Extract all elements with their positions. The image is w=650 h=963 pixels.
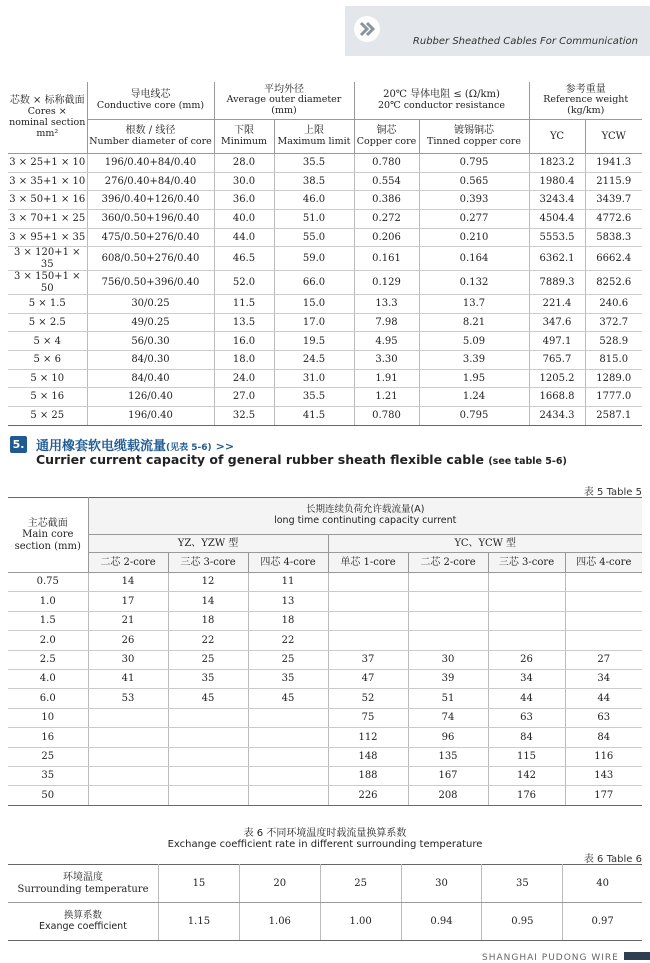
table-cell xyxy=(248,786,328,805)
table-cell: 765.7 xyxy=(529,351,585,370)
table-cell: 32.5 xyxy=(214,407,274,426)
table-cell: 53 xyxy=(88,689,168,708)
table-cell: 84/0.30 xyxy=(87,351,214,370)
table-row xyxy=(8,728,642,747)
table-cell: 148 xyxy=(328,747,408,766)
current-capacity-rows xyxy=(8,573,642,806)
table-row xyxy=(8,689,642,708)
table-cell: 51 xyxy=(408,689,488,708)
table-cell: 30.0 xyxy=(214,172,274,191)
table-cell: 84/0.40 xyxy=(87,369,214,388)
table-cell: 16.0 xyxy=(214,332,274,351)
table-row xyxy=(8,154,642,173)
table-cell: 51.0 xyxy=(274,209,354,228)
header-minimum: 下限 Minimum xyxy=(214,120,274,154)
table-cell: 18 xyxy=(168,611,248,630)
table-cell: 39 xyxy=(408,669,488,688)
table-cell: 25 xyxy=(168,650,248,669)
table-cell: 1.0 xyxy=(8,592,88,611)
temperature-coefficient-table xyxy=(8,864,642,941)
table-cell: 41 xyxy=(88,669,168,688)
table-cell: 1.24 xyxy=(419,388,529,407)
table-cell xyxy=(88,708,168,727)
table-cell: 3 × 35+1 × 10 xyxy=(8,172,87,191)
table-row xyxy=(8,708,642,727)
table-cell: 5.09 xyxy=(419,332,529,351)
table-row xyxy=(8,209,642,228)
table-cell: 30/0.25 xyxy=(87,295,214,314)
table-row xyxy=(8,369,642,388)
table-cell: 34 xyxy=(488,669,565,688)
table-cell: 8.21 xyxy=(419,313,529,332)
table-row xyxy=(8,332,642,351)
table-cell: 756/0.50+396/0.40 xyxy=(87,271,214,295)
table-cell: 3.30 xyxy=(354,351,419,370)
table-cell: 528.9 xyxy=(585,332,642,351)
table-cell: 0.164 xyxy=(419,247,529,271)
table-cell: 52.0 xyxy=(214,271,274,295)
table-cell: 1941.3 xyxy=(585,154,642,173)
header-yc: YC xyxy=(529,120,585,154)
table-cell: 13.5 xyxy=(214,313,274,332)
table-cell xyxy=(565,611,642,630)
table-cell: 176 xyxy=(488,786,565,805)
table-cell: 14 xyxy=(88,573,168,592)
table-cell xyxy=(88,766,168,785)
table-cell: 126/0.40 xyxy=(87,388,214,407)
table-cell: 24.5 xyxy=(274,351,354,370)
table-row xyxy=(8,351,642,370)
table-cell: 135 xyxy=(408,747,488,766)
table-cell: 4772.6 xyxy=(585,209,642,228)
table-cell: 5553.5 xyxy=(529,228,585,247)
table-cell: 45 xyxy=(168,689,248,708)
table-cell: 10 xyxy=(8,708,88,727)
table-cell: 0.780 xyxy=(354,407,419,426)
table-cell: 35 xyxy=(168,669,248,688)
table-cell xyxy=(168,708,248,727)
table-cell: 8252.6 xyxy=(585,271,642,295)
table-cell: 116 xyxy=(565,747,642,766)
table-cell: 35.5 xyxy=(274,388,354,407)
table-cell xyxy=(248,747,328,766)
table-cell: 497.1 xyxy=(529,332,585,351)
section-number-badge: 5. xyxy=(10,436,27,453)
table-cell: 5 × 2.5 xyxy=(8,313,87,332)
table-cell xyxy=(88,747,168,766)
temperature-cell: 40 xyxy=(563,865,642,903)
table-cell: 1205.2 xyxy=(529,369,585,388)
table-cell: 27 xyxy=(565,650,642,669)
table-cell: 1.91 xyxy=(354,369,419,388)
table-cell: 221.4 xyxy=(529,295,585,314)
table-cell: 17.0 xyxy=(274,313,354,332)
header-yz-4core: 四芯 4-core xyxy=(248,553,328,573)
table-cell: 208 xyxy=(408,786,488,805)
table-cell xyxy=(328,573,408,592)
coefficient-cell: 0.94 xyxy=(401,903,482,941)
table-cell: 4.95 xyxy=(354,332,419,351)
table-cell: 188 xyxy=(328,766,408,785)
table-cell: 44 xyxy=(565,689,642,708)
table-cell: 3 × 50+1 × 16 xyxy=(8,191,87,210)
table-cell: 3 × 25+1 × 10 xyxy=(8,154,87,173)
table-cell: 18.0 xyxy=(214,351,274,370)
table-cell: 84 xyxy=(488,728,565,747)
table-cell: 45 xyxy=(248,689,328,708)
table-cell xyxy=(168,747,248,766)
table-cell: 52 xyxy=(328,689,408,708)
table-cell: 3 × 120+1 × 35 xyxy=(8,247,87,271)
table-row xyxy=(8,247,642,271)
table-cell: 25 xyxy=(248,650,328,669)
table-cell xyxy=(88,786,168,805)
table-cell: 13.7 xyxy=(419,295,529,314)
coefficient-cell: 0.95 xyxy=(482,903,563,941)
table-cell: 1668.8 xyxy=(529,388,585,407)
table-cell: 3 × 95+1 × 35 xyxy=(8,228,87,247)
table-cell xyxy=(328,592,408,611)
table-cell: 0.206 xyxy=(354,228,419,247)
table-cell: 360/0.50+196/0.40 xyxy=(87,209,214,228)
table-cell: 34 xyxy=(565,669,642,688)
header-yc-1core: 单芯 1-core xyxy=(328,553,408,573)
table-cell: 196/0.40 xyxy=(87,407,214,426)
table-cell: 2587.1 xyxy=(585,407,642,426)
coefficient-cell: 1.06 xyxy=(239,903,320,941)
table-cell: 11 xyxy=(248,573,328,592)
table-cell: 75 xyxy=(328,708,408,727)
table-cell: 21 xyxy=(88,611,168,630)
table-cell: 177 xyxy=(565,786,642,805)
cable-specification-rows xyxy=(8,154,642,426)
temperature-cell: 15 xyxy=(159,865,240,903)
table-cell: 96 xyxy=(408,728,488,747)
table-cell: 26 xyxy=(488,650,565,669)
table-cell: 35 xyxy=(248,669,328,688)
table6-label: 表 6 Table 6 xyxy=(583,854,642,865)
coefficient-row xyxy=(8,903,642,941)
table-cell: 2115.9 xyxy=(585,172,642,191)
table-row xyxy=(8,191,642,210)
header-yc-2core: 二芯 2-core xyxy=(408,553,488,573)
section-title-cn: 通用橡套软电缆载流量(见表 5-6) >> xyxy=(36,439,235,454)
table-cell: 226 xyxy=(328,786,408,805)
table-cell: 63 xyxy=(488,708,565,727)
table-cell: 7.98 xyxy=(354,313,419,332)
table-cell: 11.5 xyxy=(214,295,274,314)
table-row xyxy=(8,592,642,611)
table-cell xyxy=(408,631,488,650)
table-cell: 66.0 xyxy=(274,271,354,295)
table-cell: 5 × 6 xyxy=(8,351,87,370)
table-cell: 6.0 xyxy=(8,689,88,708)
table-row xyxy=(8,388,642,407)
table-cell: 37 xyxy=(328,650,408,669)
table-cell: 49/0.25 xyxy=(87,313,214,332)
table-cell: 396/0.40+126/0.40 xyxy=(87,191,214,210)
header-yc-3core: 三芯 3-core xyxy=(488,553,565,573)
table-cell: 3 × 70+1 × 25 xyxy=(8,209,87,228)
table-cell: 46.5 xyxy=(214,247,274,271)
header-tinned-copper-core: 镀锡铜芯 Tinned copper core xyxy=(419,120,529,154)
table-cell: 30 xyxy=(408,650,488,669)
table-cell: 5 × 4 xyxy=(8,332,87,351)
table-cell: 7889.3 xyxy=(529,271,585,295)
header-conductor-resistance: 20℃ 导体电阻 ≤ (Ω/km) 20℃ conductor resistance xyxy=(354,82,529,120)
coefficient-cell: 0.97 xyxy=(563,903,642,941)
table-row xyxy=(8,786,642,805)
table-cell xyxy=(248,766,328,785)
table-row xyxy=(8,766,642,785)
table-cell xyxy=(248,728,328,747)
table-cell: 0.565 xyxy=(419,172,529,191)
temperature-label: 环境温度 Surrounding temperature xyxy=(8,865,159,903)
table-cell: 0.75 xyxy=(8,573,88,592)
footer-page-block xyxy=(624,952,650,960)
table-cell: 1.21 xyxy=(354,388,419,407)
table-cell: 30 xyxy=(88,650,168,669)
table6-caption-en: Exchange coefficient rate in different surrounding temperature xyxy=(167,839,483,850)
table-cell: 5 × 10 xyxy=(8,369,87,388)
table-cell: 0.277 xyxy=(419,209,529,228)
header-conductive-core: 导电线芯 Conductive core (mm) xyxy=(87,82,214,120)
table-row xyxy=(8,747,642,766)
table-cell: 142 xyxy=(488,766,565,785)
temperature-cell: 30 xyxy=(401,865,482,903)
table-cell: 5838.3 xyxy=(585,228,642,247)
header-reference-weight: 参考重量 Reference weight (kg/km) xyxy=(529,82,642,120)
table-cell: 1.5 xyxy=(8,611,88,630)
header-ycw: YCW xyxy=(585,120,642,154)
table-cell: 55.0 xyxy=(274,228,354,247)
table-cell: 28.0 xyxy=(214,154,274,173)
header-yz-2core: 二芯 2-core xyxy=(88,553,168,573)
table-cell xyxy=(408,592,488,611)
temperature-cell: 35 xyxy=(482,865,563,903)
table-cell: 63 xyxy=(565,708,642,727)
table-row xyxy=(8,295,642,314)
table-cell: 1777.0 xyxy=(585,388,642,407)
table-cell: 608/0.50+276/0.40 xyxy=(87,247,214,271)
header-outer-diameter: 平均外径 Average outer diameter (mm) xyxy=(214,82,354,120)
table-cell: 31.0 xyxy=(274,369,354,388)
table-cell xyxy=(328,631,408,650)
coefficient-cell: 1.00 xyxy=(320,903,401,941)
cable-specification-table xyxy=(8,82,642,426)
section-title-en: Currier current capacity of general rubber sheath flexible cable (see table 5-6) xyxy=(36,452,567,467)
table-row xyxy=(8,573,642,592)
table-cell: 5 × 1.5 xyxy=(8,295,87,314)
table-cell: 74 xyxy=(408,708,488,727)
table-cell: 44 xyxy=(488,689,565,708)
table-cell xyxy=(565,592,642,611)
table-cell: 3.39 xyxy=(419,351,529,370)
table-cell: 240.6 xyxy=(585,295,642,314)
coefficient-label: 换算系数 Exange coefficient xyxy=(8,903,159,941)
table-cell xyxy=(168,766,248,785)
double-chevron-right-icon xyxy=(352,14,382,44)
table-cell: 115 xyxy=(488,747,565,766)
table-cell xyxy=(488,611,565,630)
table-cell: 22 xyxy=(168,631,248,650)
table-cell: 56/0.30 xyxy=(87,332,214,351)
table-cell: 84 xyxy=(565,728,642,747)
table-cell xyxy=(328,611,408,630)
table-row xyxy=(8,313,642,332)
table-cell: 347.6 xyxy=(529,313,585,332)
table-cell: 0.795 xyxy=(419,154,529,173)
temperature-cell: 25 xyxy=(320,865,401,903)
table-row xyxy=(8,631,642,650)
table-cell xyxy=(408,611,488,630)
header-yc-group: YC、YCW 型 xyxy=(328,535,642,553)
header-cores-section: 芯数 × 标称截面 Cores × nominal section mm² xyxy=(8,82,87,154)
table-cell: 41.5 xyxy=(274,407,354,426)
table-row xyxy=(8,650,642,669)
table-cell: 19.5 xyxy=(274,332,354,351)
table-cell: 0.272 xyxy=(354,209,419,228)
table-cell: 35 xyxy=(8,766,88,785)
table-cell: 2.5 xyxy=(8,650,88,669)
table-cell: 276/0.40+84/0.40 xyxy=(87,172,214,191)
table-cell: 59.0 xyxy=(274,247,354,271)
table-cell: 50 xyxy=(8,786,88,805)
table-cell: 15.0 xyxy=(274,295,354,314)
table-cell xyxy=(168,786,248,805)
table-cell: 35.5 xyxy=(274,154,354,173)
table-cell: 1289.0 xyxy=(585,369,642,388)
header-copper-core: 铜芯 Copper core xyxy=(354,120,419,154)
table-row xyxy=(8,611,642,630)
table-cell: 26 xyxy=(88,631,168,650)
table-cell: 16 xyxy=(8,728,88,747)
table-cell: 815.0 xyxy=(585,351,642,370)
table-cell: 22 xyxy=(248,631,328,650)
table-cell: 4504.4 xyxy=(529,209,585,228)
table-cell: 47 xyxy=(328,669,408,688)
header-main-core-section: 主芯截面 Main core section (mm) xyxy=(8,498,88,573)
table-cell: 3 × 150+1 × 50 xyxy=(8,271,87,295)
header-long-time-capacity: 长期连续负荷允许载流量(A) long time continuting capacity current xyxy=(88,498,642,535)
table-cell xyxy=(488,573,565,592)
table-cell: 38.5 xyxy=(274,172,354,191)
table-cell: 36.0 xyxy=(214,191,274,210)
table-cell: 167 xyxy=(408,766,488,785)
header-band xyxy=(345,6,650,56)
table-cell: 6362.1 xyxy=(529,247,585,271)
table-cell: 196/0.40+84/0.40 xyxy=(87,154,214,173)
table-cell: 0.161 xyxy=(354,247,419,271)
table-cell: 13.3 xyxy=(354,295,419,314)
table-row xyxy=(8,407,642,426)
table-cell: 46.0 xyxy=(274,191,354,210)
header-yz-3core: 三芯 3-core xyxy=(168,553,248,573)
table-cell: 25 xyxy=(8,747,88,766)
page-header-title: Rubber Sheathed Cables For Communication xyxy=(412,36,638,47)
table5-label: 表 5 Table 5 xyxy=(583,487,642,498)
table-cell: 1823.2 xyxy=(529,154,585,173)
table-cell: 0.129 xyxy=(354,271,419,295)
table-cell: 14 xyxy=(168,592,248,611)
table-cell: 0.554 xyxy=(354,172,419,191)
table-cell: 2.0 xyxy=(8,631,88,650)
table-cell xyxy=(168,728,248,747)
table-cell: 0.386 xyxy=(354,191,419,210)
table-cell: 0.393 xyxy=(419,191,529,210)
table-cell: 4.0 xyxy=(8,669,88,688)
table-cell: 44.0 xyxy=(214,228,274,247)
footer-brand: SHANGHAI PUDONG WIRE xyxy=(482,953,619,963)
table-cell xyxy=(88,728,168,747)
header-yc-4core: 四芯 4-core xyxy=(565,553,642,573)
table-row xyxy=(8,172,642,191)
table-cell: 5 × 16 xyxy=(8,388,87,407)
table-cell xyxy=(488,631,565,650)
table-cell xyxy=(248,708,328,727)
table6-caption-cn: 表 6 不同环境温度时载流量换算系数 xyxy=(243,828,407,839)
table-cell: 112 xyxy=(328,728,408,747)
table-cell: 18 xyxy=(248,611,328,630)
coefficient-cell: 1.15 xyxy=(159,903,240,941)
table-cell: 24.0 xyxy=(214,369,274,388)
table-cell: 1.95 xyxy=(419,369,529,388)
table-cell xyxy=(488,592,565,611)
table-cell: 27.0 xyxy=(214,388,274,407)
table-cell: 12 xyxy=(168,573,248,592)
table-cell: 0.795 xyxy=(419,407,529,426)
table-cell: 3439.7 xyxy=(585,191,642,210)
table-row xyxy=(8,271,642,295)
temperature-row xyxy=(8,865,642,903)
table-cell: 0.132 xyxy=(419,271,529,295)
table-cell: 0.210 xyxy=(419,228,529,247)
table-cell: 6662.4 xyxy=(585,247,642,271)
table-cell: 17 xyxy=(88,592,168,611)
table-cell: 5 × 25 xyxy=(8,407,87,426)
table-cell: 475/0.50+276/0.40 xyxy=(87,228,214,247)
table-cell xyxy=(565,631,642,650)
current-capacity-table xyxy=(8,497,642,806)
temperature-cell: 20 xyxy=(239,865,320,903)
table-cell: 3243.4 xyxy=(529,191,585,210)
header-yz-group: YZ、YZW 型 xyxy=(88,535,328,553)
table-cell: 40.0 xyxy=(214,209,274,228)
table-cell: 372.7 xyxy=(585,313,642,332)
table-cell: 2434.3 xyxy=(529,407,585,426)
table-cell: 0.780 xyxy=(354,154,419,173)
table-row xyxy=(8,669,642,688)
table-cell xyxy=(565,573,642,592)
header-wires-diameter: 根数 / 线径 Number diameter of core xyxy=(87,120,214,154)
table-row xyxy=(8,228,642,247)
table-cell: 143 xyxy=(565,766,642,785)
header-maximum: 上限 Maximum limit xyxy=(274,120,354,154)
table-cell xyxy=(408,573,488,592)
table-cell: 1980.4 xyxy=(529,172,585,191)
table-cell: 13 xyxy=(248,592,328,611)
